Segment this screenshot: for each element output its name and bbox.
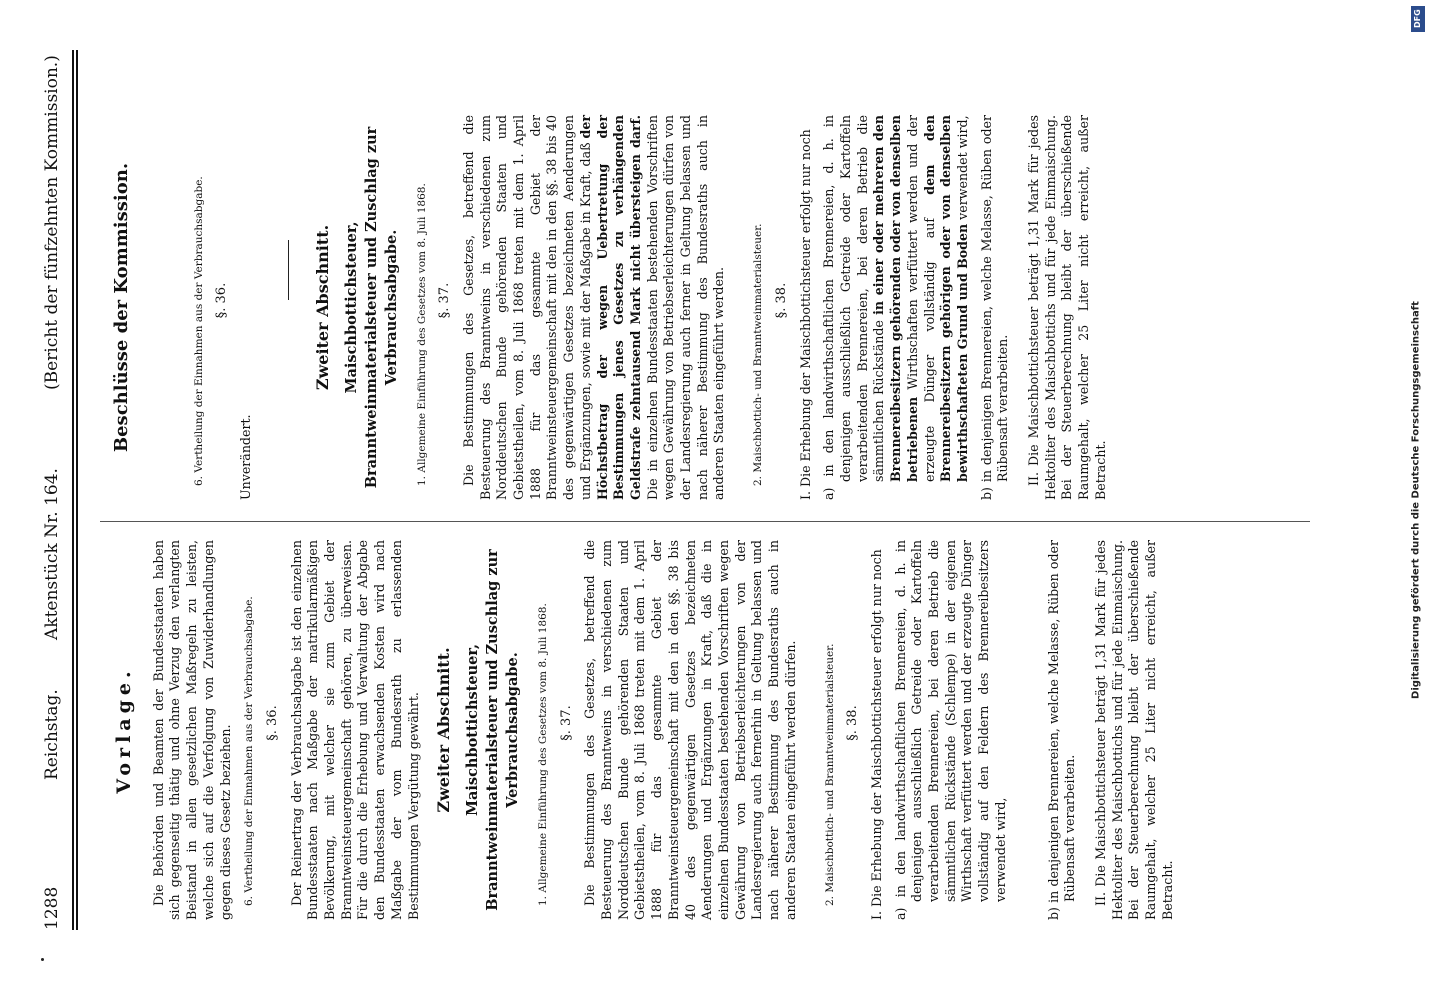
r-sec2-clause-a	[821, 115, 971, 500]
sec6-text: Der Reinertrag der Verbrauchsabgabe ist den einzelnen Bundesstaaten nach Maßgabe der matrikularmäßigen Bevölkerung, mit welcher sie zum Gebiet der Branntweinsteuergemeinschaft gehören, zu überweisen. Für die durch die Erhebung und Verwaltung der Abgabe den Bundesstaaten erwachsenden Kosten wird nach Maßgabe der vom Bundesrath zu erlassenden Bestimmungen Vergütung gewährt.	[288, 540, 421, 920]
r-sec2-clause-b: b) in denjenigen Brennereien, welche Melasse, Rüben oder Rübensaft verarbeiten.	[978, 115, 1011, 500]
r-sec2-a-part3: verwendet wird,	[954, 115, 970, 224]
r-sec1-text-b: Die in einzelnen Bundesstaaten bestehenden Vorschriften wegen Gewährung von Betriebserleichterungen dürfen von der Landesregierung auch ferner in Geltung belassen und nach näherer Bestimmung des Bundesraths auch in anderen Staaten eingeführt werden.	[644, 115, 727, 500]
heading-vorlage: Vorlage.	[113, 666, 135, 794]
sec2-paragraph-number: §. 38.	[845, 705, 861, 741]
page-header	[42, 50, 68, 930]
r-sec1-text	[461, 115, 728, 500]
section-title: Zweiter Abschnitt.	[434, 647, 454, 813]
sec2-title: 2. Maischbottich- und Branntweinmaterialsteuer.	[823, 643, 836, 906]
sec6-title: 6. Vertheilung der Einnahmen aus der Verbrauchsabgabe.	[243, 596, 256, 906]
sec1-paragraph-number: §. 37.	[558, 705, 574, 741]
left-column-vorlage	[110, 540, 1183, 920]
sec2-clause-I: I. Die Erhebung der Maischbottichsteuer erfolgt nur noch	[868, 549, 884, 920]
r-sec1-text-a: Die Bestimmungen des Gesetzes, betreffend die Besteuerung des Branntweins in verschiedenen zum Norddeutschen Bunde gehörenden Staaten und Gebietstheilen, vom 8. Juli 1868 treten mit dem 1. April 1888 für das gesammte Gebiet der Branntweinsteuergemeinschaft mit den in den §§. 38 bis 40 des gegenwärtigen Gesetzes bezeichneten Aenderungen und Ergänzungen, sowie mit der Maßgabe in Kraft, daß	[460, 115, 593, 500]
header-left-label: Reichstag.	[42, 689, 62, 780]
r-section-title: Zweiter Abschnitt.	[312, 224, 332, 391]
dfg-logo: DFG	[1411, 6, 1425, 32]
header-rule-second	[76, 50, 78, 930]
header-rule	[72, 50, 74, 930]
r-sec2-a-bold1: in einer oder mehreren den Brennereibesitzern gehörenden oder von denselben betriebenen	[871, 115, 920, 482]
section-subtitle: Maischbottichsteuer, Branntweinmaterialsteuer und Zuschlag zur Verbrauchsabgabe.	[463, 549, 521, 911]
r-sec2-a-part2: Wirthschaften verfüttert werden und der erzeugte Dünger vollständig auf	[904, 115, 937, 482]
r-sec2-clause-II: II. Die Maischbottichsteuer beträgt 1,31 Mark für jedes Hektoliter des Maischbottichs und für jede Einmaischung. Bei der Steuerberechnung bleibt der überschießende Raumgehalt, welcher 25 Liter nicht erreicht, außer Betracht.	[1026, 115, 1108, 500]
sec6-paragraph-number: §. 36.	[264, 705, 280, 741]
sec2-clause-a: a) in den landwirthschaftlichen Brennereien, d. h. in denjenigen ausschließlich Getreide oder Kartoffeln verarbeitenden Brennereien, bei deren Betrieb die sämmtlichen Rückstände (Schlempe) in der eigenen Wirthschaft verfüttert werden und der erzeugte Dünger vollständig auf den Feldern des Brennereibesitzers verwendet wird,	[892, 540, 1008, 920]
column-divider	[100, 521, 1310, 522]
r-sec6-paragraph-number: §. 36.	[214, 282, 230, 319]
r-sec2-a-part1: a) in den landwirthschaftlichen Brennereien, d. h. in denjenigen ausschließlich Getreide oder Kartoffeln verarbeitenden Brennereien, bei deren Betrieb die sämmtlichen Rückstände	[821, 115, 887, 500]
r-sec1-text-bold: der Höchstbetrag der wegen Uebertretung der Bestimmungen jenes Gesetzes zu verhängenden Geldstrafe zehntausend Mark nicht übersteigen darf.	[577, 115, 643, 500]
sec2-clause-b: b) in denjenigen Brennereien, welche Melasse, Rüben oder Rübensaft verarbeiten.	[1045, 540, 1078, 920]
r-sec6-text: Unverändert.	[238, 414, 254, 500]
r-section-subtitle: Maischbottichsteuer, Branntweinmaterialsteuer und Zuschlag zur Verbrauchsabgabe.	[342, 126, 400, 489]
sec2-clause-II: II. Die Maischbottichsteuer beträgt 1,31 Mark für jedes Hektoliter des Maischbottichs und für jede Einmaischung. Bei der Steuerberechnung bleibt der überschießende Raumgehalt, welcher 25 Liter nicht erreicht, außer Betracht.	[1092, 540, 1175, 920]
r-sec2-title: 2. Maischbottich- und Branntweinmaterialsteuer.	[752, 223, 765, 486]
r-sec1-paragraph-number: §. 37.	[437, 282, 453, 319]
heading-beschluesse: Beschlüsse der Kommission.	[111, 162, 132, 453]
r-sec2-paragraph-number: §. 38.	[773, 282, 789, 319]
right-column-beschluesse	[110, 115, 1117, 500]
sec1-title: 1. Allgemeine Einführung des Gesetzes vom 8. Juli 1868.	[536, 603, 549, 906]
r-sec2-a-bold2: dem den Brennereibesitzern gehörigen oder von denselben bewirthschafteten Grund und Boden	[921, 115, 970, 482]
header-document-number: Aktenstück Nr. 164.	[42, 468, 62, 640]
header-report-title: (Bericht der fünfzehnten Kommission.)	[42, 55, 62, 390]
digitization-credit	[1403, 0, 1429, 1000]
r-sec2-clause-I: I. Die Erhebung der Maischbottichsteuer erfolgt nur noch	[797, 129, 813, 500]
sec1-text: Die Bestimmungen des Gesetzes, betreffend die Besteuerung des Branntweins in verschiedenen zum Norddeutschen Bunde gehörenden Staaten und Gebietstheilen, vom 8. Juli 1868 treten mit dem 1. April 1888 für das gesammte Gebiet der Branntweinsteuergemeinschaft mit den in den §§. 38 bis 40 des gegenwärtigen Gesetzes bezeichneten Aenderungen und Ergänzungen in Kraft, daß die in einzelnen Bundesstaaten bestehenden Vorschriften wegen Gewährung von Betriebserleichterungen von der Landesregierung auch fernerhin in Geltung belassen und nach näherer Bestimmung des Bundesraths auch in anderen Staaten eingeführt werden dürfen.	[582, 540, 798, 920]
credit-text: Digitalisierung gefördert durch die Deutsche Forschungsgemeinschaft	[1410, 301, 1422, 699]
page-number: 1288	[42, 886, 62, 930]
scan-speck	[41, 958, 44, 961]
intro-paragraph: Die Behörden und Beamten der Bundesstaaten haben sich gegenseitig thätig und ohne Verzug den verlangten Beistand in allen gesetzlichen Maßregeln zu leisten, welche sich auf die Verfolgung von Zuwiderhandlungen gegen dieses Gesetz beziehen.	[150, 540, 233, 920]
r-sec6-title: 6. Vertheilung der Einnahmen aus der Verbrauchsabgabe.	[192, 176, 205, 486]
r-sec1-title: 1. Allgemeine Einführung des Gesetzes vom 8. Juli 1868.	[415, 183, 428, 486]
